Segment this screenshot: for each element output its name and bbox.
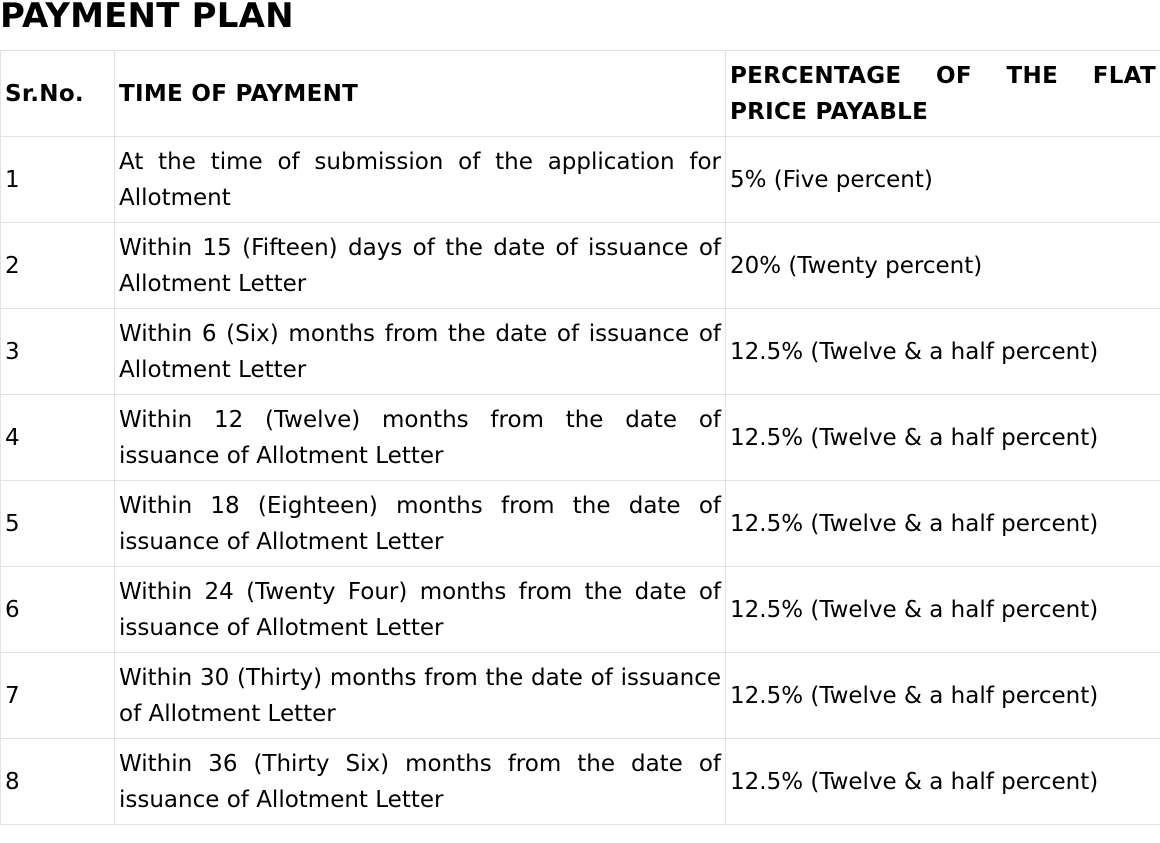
cell-time-of-payment: Within 18 (Eighteen) months from the date of issuance of Allotment Letter	[115, 481, 726, 567]
table-row	[1, 739, 1160, 825]
page-title: PAYMENT PLAN	[0, 0, 294, 36]
cell-sr-no: 4	[1, 395, 115, 481]
cell-time-of-payment: Within 12 (Twelve) months from the date of issuance of Allotment Letter	[115, 395, 726, 481]
header-row	[1, 51, 1160, 137]
cell-sr-no: 6	[1, 567, 115, 653]
table-row	[1, 653, 1160, 739]
payment-plan-table	[0, 50, 1160, 825]
cell-percentage: 12.5% (Twelve & a half percent)	[726, 653, 1160, 739]
cell-time-of-payment: Within 6 (Six) months from the date of issuance of Allotment Letter	[115, 309, 726, 395]
header-sr-no: Sr.No.	[1, 51, 115, 137]
header-time-of-payment: TIME OF PAYMENT	[115, 51, 726, 137]
header-percentage: PERCENTAGE OF THE FLAT PRICE PAYABLE	[726, 51, 1160, 137]
cell-sr-no: 1	[1, 137, 115, 223]
cell-time-of-payment: Within 24 (Twenty Four) months from the date of issuance of Allotment Letter	[115, 567, 726, 653]
cell-sr-no: 3	[1, 309, 115, 395]
cell-percentage: 12.5% (Twelve & a half percent)	[726, 481, 1160, 567]
cell-sr-no: 5	[1, 481, 115, 567]
cell-sr-no: 8	[1, 739, 115, 825]
table-row	[1, 223, 1160, 309]
cell-time-of-payment: Within 36 (Thirty Six) months from the date of issuance of Allotment Letter	[115, 739, 726, 825]
table-row	[1, 567, 1160, 653]
cell-percentage: 12.5% (Twelve & a half percent)	[726, 395, 1160, 481]
cell-sr-no: 2	[1, 223, 115, 309]
cell-percentage: 12.5% (Twelve & a half percent)	[726, 739, 1160, 825]
cell-percentage: 12.5% (Twelve & a half percent)	[726, 309, 1160, 395]
table-row	[1, 481, 1160, 567]
table-row	[1, 395, 1160, 481]
cell-time-of-payment: Within 15 (Fifteen) days of the date of issuance of Allotment Letter	[115, 223, 726, 309]
table-row	[1, 137, 1160, 223]
table-row	[1, 309, 1160, 395]
cell-sr-no: 7	[1, 653, 115, 739]
table-body	[1, 137, 1160, 825]
cell-percentage: 5% (Five percent)	[726, 137, 1160, 223]
cell-time-of-payment: At the time of submission of the application for Allotment	[115, 137, 726, 223]
cell-percentage: 20% (Twenty percent)	[726, 223, 1160, 309]
cell-percentage: 12.5% (Twelve & a half percent)	[726, 567, 1160, 653]
table-header	[1, 51, 1160, 137]
cell-time-of-payment: Within 30 (Thirty) months from the date of issuance of Allotment Letter	[115, 653, 726, 739]
